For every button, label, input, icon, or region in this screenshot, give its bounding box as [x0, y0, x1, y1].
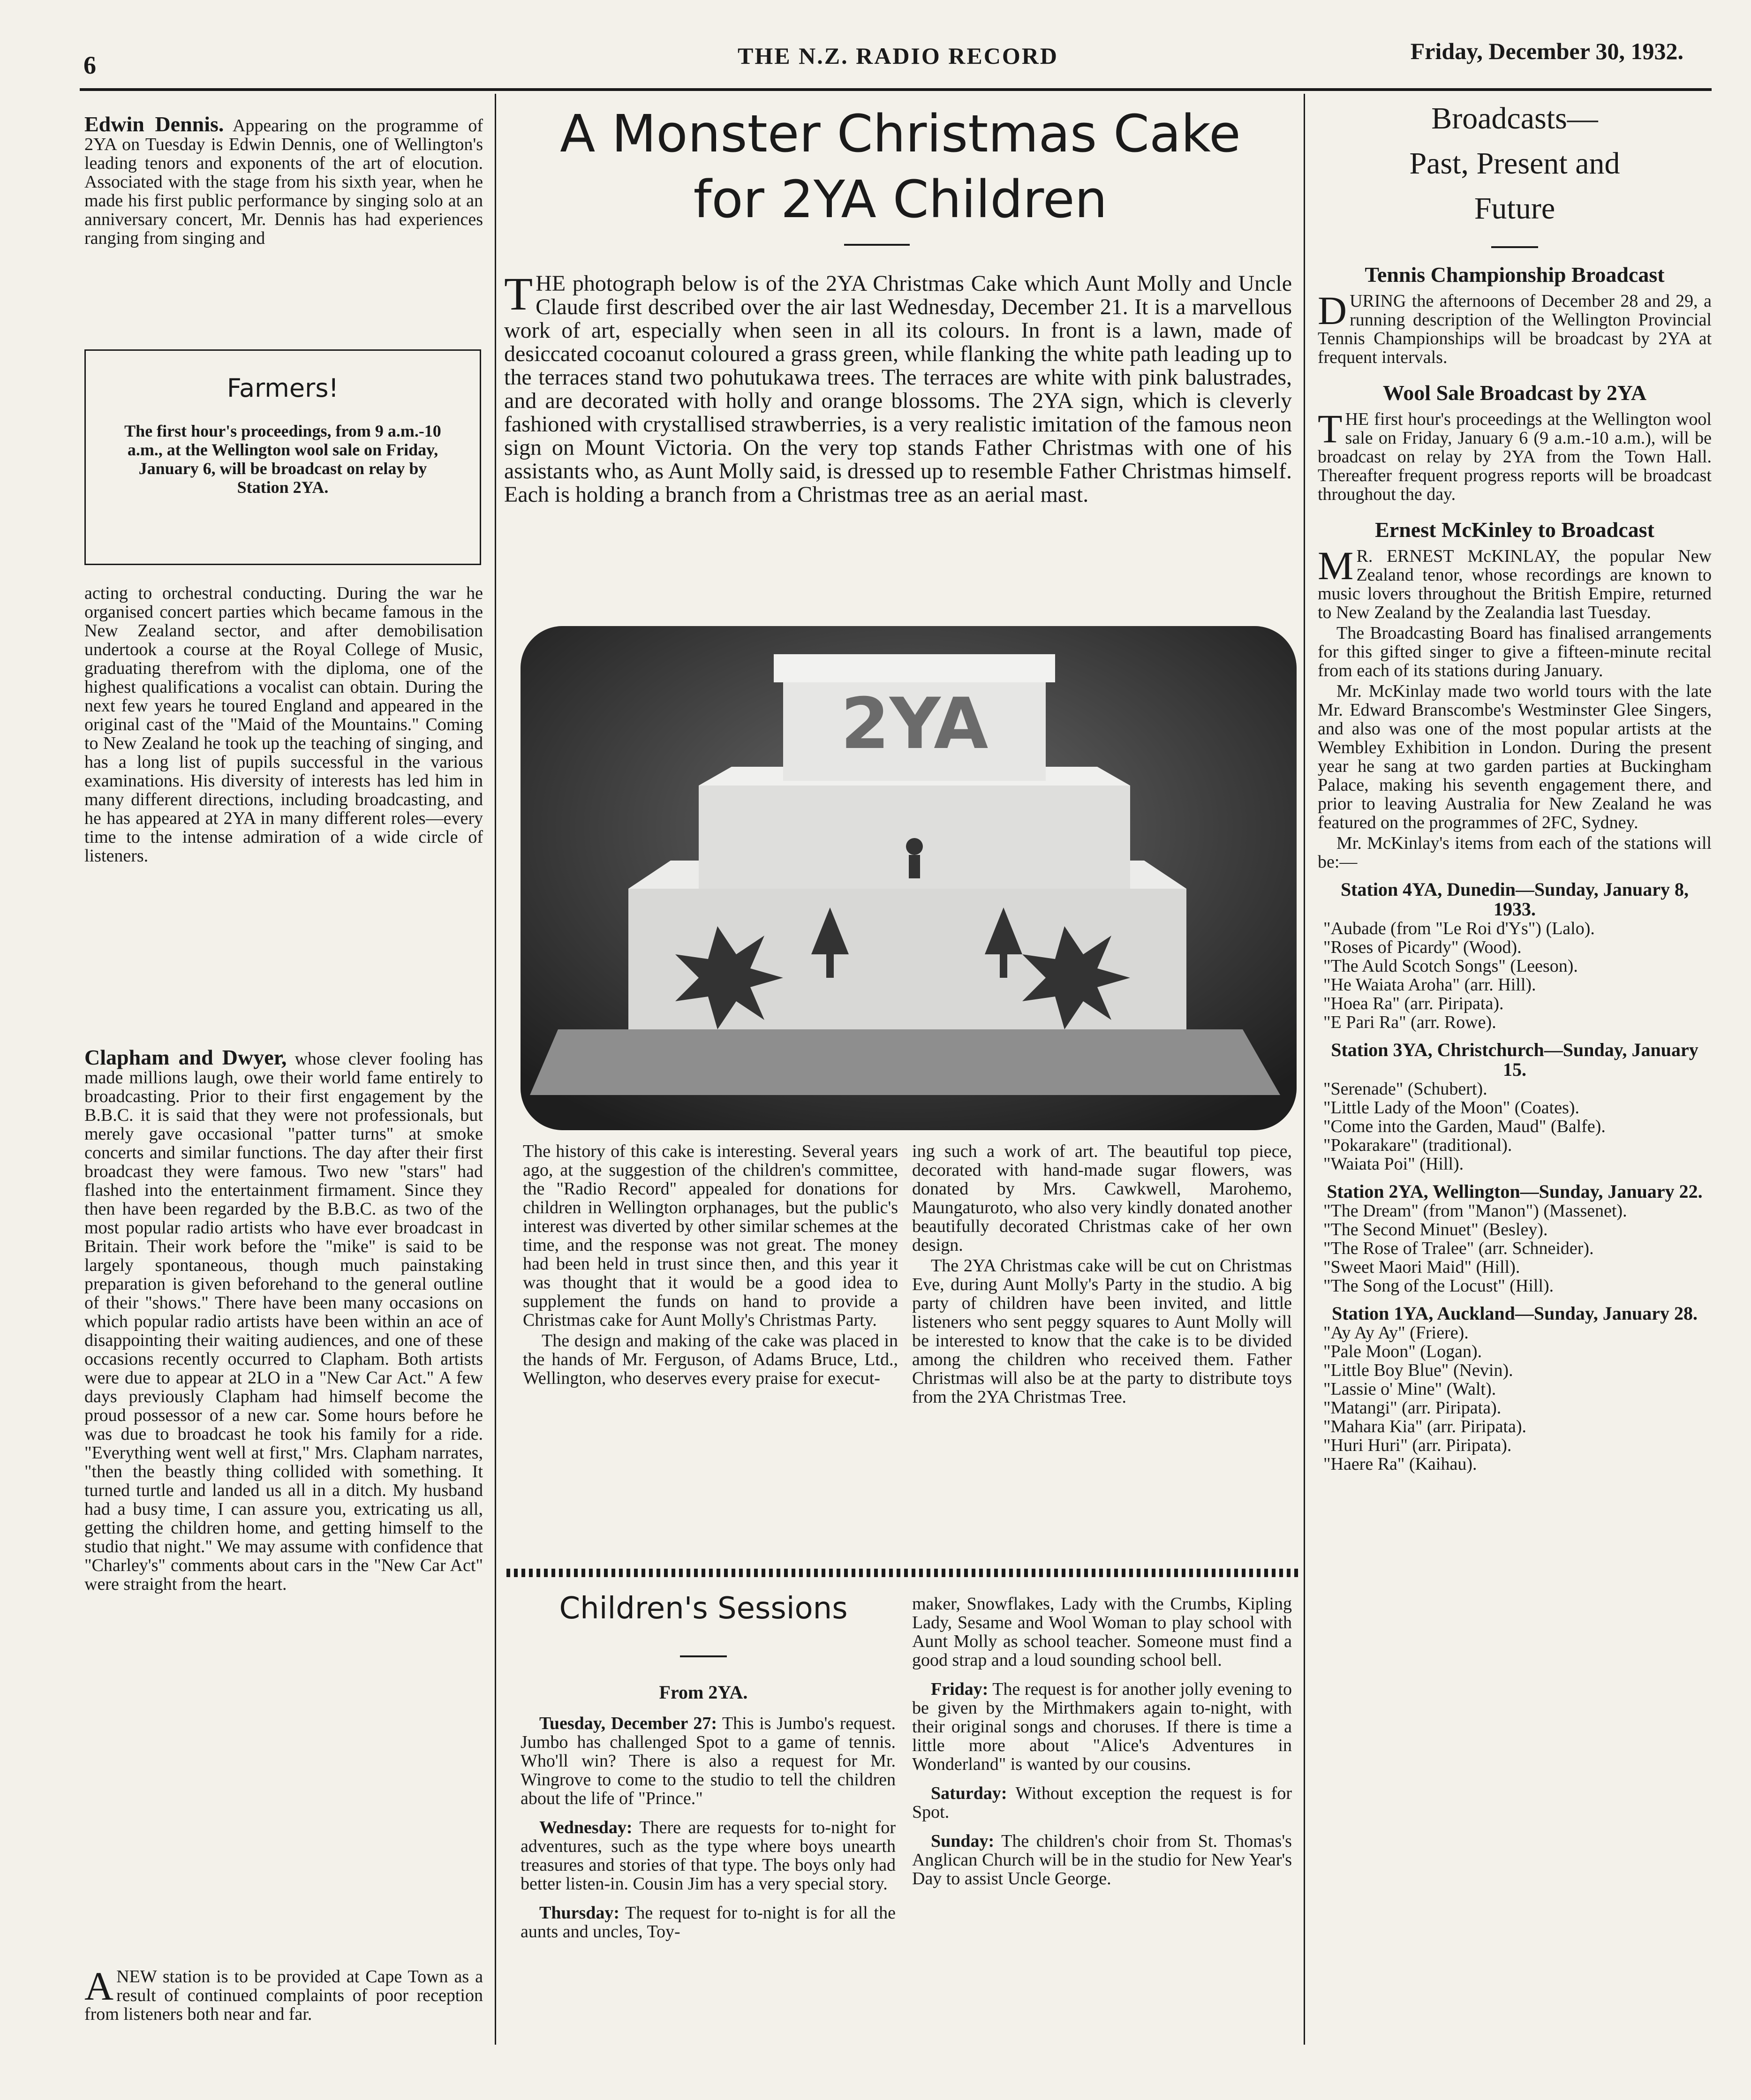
mckinley-dropcap: M [1318, 543, 1354, 588]
song-item: "Sweet Maori Maid" (Hill). [1323, 1257, 1520, 1277]
song-item: "Little Lady of the Moon" (Coates). [1323, 1098, 1580, 1118]
saturday-label: Saturday: [931, 1783, 1007, 1803]
headline-line-2: for 2YA Children [693, 169, 1108, 229]
song-item: "Huri Huri" (arr. Piripata). [1323, 1435, 1512, 1455]
song-item: "The Dream" (from "Manon") (Massenet). [1323, 1201, 1627, 1221]
broadcasts-rule [1491, 246, 1538, 248]
wool-sale-dropcap: T [1318, 406, 1343, 451]
tuesday-text: This is Jumbo's request. Jumbo has challenged Spot to a game of tennis. Who'll win? There is also a request for Mr. Wingrove to come to the studio to tell the children about the life of "Prince." [521, 1714, 896, 1808]
article-design: The design and making of the cake was placed in the hands of Mr. Ferguson, of Adams Bruce, Ltd., Wellington, who deserves every praise for execut- [523, 1331, 898, 1388]
farmers-box [84, 349, 481, 565]
mckinley-item [1318, 543, 1712, 872]
song-item: "Lassie o' Mine" (Walt). [1323, 1379, 1496, 1399]
station-heading: Station 2YA, Wellington—Sunday, January 22. [1327, 1181, 1703, 1202]
publication-title: THE N.Z. RADIO RECORD [738, 43, 1058, 69]
song-item: "The Rose of Tralee" (arr. Schneider). [1323, 1239, 1594, 1258]
wool-sale-item [1318, 406, 1712, 504]
song-item: "Pale Moon" (Logan). [1323, 1342, 1482, 1361]
broadcasts-heading-line-2: Past, Present and [1409, 146, 1620, 181]
clapham-dwyer-item [84, 1045, 483, 1594]
song-item: "Matangi" (arr. Piripata). [1323, 1398, 1502, 1418]
song-item: "Serenade" (Schubert). [1323, 1079, 1487, 1099]
song-item: "Hoea Ra" (arr. Piripata). [1323, 994, 1504, 1013]
headline [504, 101, 1297, 232]
song-item: "Little Boy Blue" (Nevin). [1323, 1360, 1513, 1380]
intro-text: HE photograph below is of the 2YA Christmas Cake which Aunt Molly and Uncle Claude first described over the air last Wednesday, December 21. It is a marvellous work of art, especially when seen in all its colours. In front is a lawn, made of desiccated cocoanut coloured a grass green, while flanking the white path leading up to the terraces stand two pohutukawa trees. The terraces are white with pink balustrades, and are decorated with holly and orange blossoms. The 2YA sign, which is cleverly fashioned with crystallised strawberries, is a very realistic imitation of the famous neon sign on Mount Victoria. On the very top stands Father Christmas with one of his assistants who, as Aunt Molly said, is dressed up to resemble Father Christmas himself. Each is holding a branch from a Christmas tree as an aerial mast. [504, 271, 1292, 507]
friday-label: Friday: [931, 1679, 989, 1699]
broadcasts-heading [1313, 96, 1716, 231]
mckinley-text-4: Mr. McKinlay's items from each of the stations will be:— [1318, 833, 1712, 872]
song-item: "Mahara Kia" (arr. Piripata). [1323, 1417, 1527, 1436]
thursday-label: Thursday: [539, 1903, 620, 1923]
edwin-dennis-continued [84, 584, 483, 865]
clapham-dwyer-lead: Clapham and Dwyer, [84, 1045, 287, 1069]
song-item: "Aubade (from "Le Roi d'Ys") (Lalo). [1323, 919, 1595, 938]
column-rule-left [495, 94, 496, 2045]
edwin-dennis-lead: Edwin Dennis. [84, 112, 224, 136]
farmers-text: The first hour's proceedings, from 9 a.m.-10 a.m., at the Wellington wool sale on Friday, January 6, will be broadcast on relay by Station 2YA. [124, 422, 441, 497]
cake-board [530, 1029, 1280, 1095]
saturday-text: Without exception the request is for Spot. [912, 1783, 1292, 1822]
wool-sale-title: Wool Sale Broadcast by 2YA [1382, 381, 1647, 405]
article-col-2 [912, 1142, 1292, 1406]
edwin-dennis-intro [84, 112, 483, 248]
cake-photograph [521, 626, 1297, 1130]
header-rule [80, 88, 1712, 91]
station-heading: Station 4YA, Dunedin—Sunday, January 8, 1933. [1340, 879, 1689, 920]
section-divider [506, 1569, 1299, 1577]
station-heading: Station 1YA, Auckland—Sunday, January 28. [1332, 1303, 1698, 1324]
clapham-dwyer-text: whose clever fooling has made millions laugh, owe their world fame entirely to broadcasting. Prior to their first engagement by the B.B.C. it is said that they were not professionals, but merely gave occasional "patter turns" at smoke concerts and similar functions. The day after their first broadcast they were famous. Two new "stars" had flashed into the entertainment firmament. Since they then have been regarded by the B.B.C. as two of the most popular radio artists who have ever broadcast in Britain. Their work before the "mike" is said to be largely spontaneous, though much painstaking preparation is given beforehand to the general outline of their "shows." There have been many occasions on which popular radio artists have been within an ace of disappointing their waiting audiences, and one of these occasions recently occurred to Clapham. Both artists were due to appear at 2LO in a "New Car Act." A few days previously Clapham had himself become the proud possessor of a new car. Some hours before he was due to broadcast he took his family for a ride. "Everything went well at first," Mrs. Clapham narrates, "then the beastly thing collided with something. It turned turtle and landed us all in a ditch. My husband had a busy time, I can assure you, extricating us all, getting the children home, and getting himself to the studio that night." We may assume with confidence that "Charley's" comments about cars in the "New Car Act" were straight from the heart. [84, 1049, 483, 1594]
headline-line-1: A Monster Christmas Cake [560, 104, 1241, 164]
song-item: "The Second Minuet" (Besley). [1323, 1220, 1548, 1239]
farmers-title: Farmers! [226, 373, 339, 403]
intro-dropcap: T [504, 268, 533, 320]
sessions-rule [680, 1655, 727, 1657]
tennis-text: URING the afternoons of December 28 and 29, a running description of the Wellington Provincial Tennis Championships will be broadcast by 2YA at frequent intervals. [1318, 291, 1712, 367]
station-heading: Station 3YA, Christchurch—Sunday, January 15. [1331, 1039, 1698, 1080]
sunday-label: Sunday: [931, 1831, 995, 1851]
broadcasts-heading-line-3: Future [1474, 191, 1555, 226]
song-item: "The Auld Scotch Songs" (Leeson). [1323, 956, 1578, 976]
wednesday-text: There are requests for to-night for adventures, such as the type where boys unearth treasures and stories of that type. The boys only had better listen-in. Cousin Jim has a very special story. [521, 1818, 896, 1894]
friday-text: The request is for another jolly evening to be given by the Mirthmakers again to-night, with their original songs and choruses. If there is time a little more about "Alice's Adventures in Wonderland" is wanted by our cousins. [912, 1679, 1292, 1774]
song-item: "Come into the Garden, Maud" (Balfe). [1323, 1117, 1606, 1136]
song-item: "Ay Ay Ay" (Friere). [1323, 1323, 1469, 1343]
thursday-text: The request for to-night is for all the aunts and uncles, Toy- [521, 1903, 896, 1941]
article-col-1 [523, 1142, 898, 1388]
article-top-piece: ing such a work of art. The beautiful top piece, decorated with hand-made sugar flowers, was donated by Mrs. Cawkwell, Marohemo, Maungaturoto, who also very kindly donated another beautifully decorated Christmas cake of her own design. [912, 1141, 1292, 1255]
cape-town-text: NEW station is to be provided at Cape Town as a result of continued complaints of poor reception from listeners both near and far. [84, 1967, 483, 2024]
song-item: "Waiata Poi" (Hill). [1323, 1154, 1464, 1174]
station-schedule [1318, 880, 1712, 1473]
sunday-text: The children's choir from St. Thomas's Anglican Church will be in the studio for New Year's Day to assist Uncle George. [912, 1831, 1292, 1888]
article-history: The history of this cake is interesting. Several years ago, at the suggestion of the children's committee, the "Radio Record" appealed for donations for children in Wellington orphanages, but the public's interest was diverted by other similar schemes at the time, and the response was not great. The money had been held in trust since then, and this year it was thought that it would be a good idea to supplement the funds on hand to provide a Christmas cake for Aunt Molly's Christmas Party. [523, 1141, 898, 1330]
cape-town-item [84, 1964, 483, 2024]
thursday-continued: maker, Snowflakes, Lady with the Crumbs, Kipling Lady, Sesame and Wool Woman to play school with Aunt Molly as school teacher. Someone must find a good strap and a loud sounding school bell. [912, 1594, 1292, 1670]
song-item: "The Song of the Locust" (Hill). [1323, 1276, 1554, 1296]
wednesday-label: Wednesday: [539, 1818, 633, 1837]
cake-sign-2ya: 2YA [840, 683, 989, 765]
sessions-subtitle: From 2YA. [659, 1682, 748, 1703]
song-item: "Pokarakare" (traditional). [1323, 1135, 1512, 1155]
tennis-item [1318, 288, 1712, 367]
article-intro [504, 268, 1292, 507]
song-item: "E Pari Ra" (arr. Rowe). [1323, 1012, 1496, 1032]
cape-town-dropcap: A [84, 1964, 114, 2009]
page-number: 6 [83, 51, 96, 79]
issue-date: Friday, December 30, 1932. [1410, 38, 1683, 64]
song-item: "He Waiata Aroha" (arr. Hill). [1323, 975, 1536, 995]
wool-sale-text: HE first hour's proceedings at the Wellington wool sale on Friday, January 6 (9 a.m.-10 a.m.), will be broadcast on relay by 2YA from the Town Hall. Thereafter frequent progress reports will be broadcast throughout the day. [1318, 409, 1712, 504]
mckinley-text-1: R. ERNEST McKINLAY, the popular New Zealand tenor, whose recordings are known to music lovers throughout the British Empire, returned to New Zealand by the Zealandia last Tuesday. [1318, 546, 1712, 622]
tennis-title: Tennis Championship Broadcast [1365, 263, 1665, 287]
sessions-col-1 [521, 1714, 896, 1941]
broadcasts-heading-line-1: Broadcasts— [1431, 101, 1598, 136]
mckinley-title: Ernest McKinley to Broadcast [1375, 518, 1654, 542]
cake-illustration [521, 626, 1297, 1130]
headline-rule [844, 244, 910, 246]
sessions-col-2 [912, 1594, 1292, 1888]
tennis-dropcap: D [1318, 288, 1347, 333]
song-item: "Haere Ra" (Kaihau). [1323, 1454, 1477, 1474]
column-rule-right [1304, 94, 1305, 2045]
song-item: "Roses of Picardy" (Wood). [1323, 937, 1522, 957]
edwin-dennis-text-2: acting to orchestral conducting. During the war he organised concert parties which became famous in the New Zealand sector, and after demobilisation undertook a course at the Royal College of Music, graduating therefrom with the diploma, one of the highest qualifications a vocalist can obtain. During the next few years he toured England and appeared in the original cast of the "Maid of the Mountains." Coming to New Zealand he took up the teaching of singing, and has a long list of pupils successful in the various examinations. His diversity of interests has led him in many different directions, including broadcasting, and he has appeared at 2YA in many different roles—every time to the intense admiration of a wide circle of listeners. [84, 583, 483, 866]
article-cake-cut: The 2YA Christmas cake will be cut on Christmas Eve, during Aunt Molly's Party in the studio. A big party of children have been invited, and little listeners who sent peggy squares to Aunt Molly will be interested to know that the cake is to be divided among the children who received them. Father Christmas will also be at the party to distribute toys from the 2YA Christmas Tree. [912, 1256, 1292, 1407]
edwin-dennis-text: Appearing on the programme of 2YA on Tuesday is Edwin Dennis, one of Wellington's leading tenors and exponents of the art of elocution. Associated with the stage from his sixth year, when he made his first public performance by singing solo at an anniversary concert, Mr. Dennis has had experiences ranging from singing and [84, 116, 483, 248]
mckinley-text-3: Mr. McKinlay made two world tours with the late Mr. Edward Branscombe's Westminster Glee Singers, and also was one of the most popular artists at the Wembley Exhibition in London. During the present year he sang at two garden parties at Buckingham Palace, making his seventh engagement there, and prior to leaving Australia for New Zealand he was featured on the programmes of 2FC, Sydney. [1318, 681, 1712, 832]
tuesday-label: Tuesday, December 27: [539, 1714, 717, 1733]
right-column-body [1318, 263, 1712, 1473]
childrens-sessions-title: Children's Sessions [559, 1591, 848, 1626]
mckinley-text-2: The Broadcasting Board has finalised arrangements for this gifted singer to give a fifteen-minute recital from each of its stations during January. [1318, 623, 1712, 680]
